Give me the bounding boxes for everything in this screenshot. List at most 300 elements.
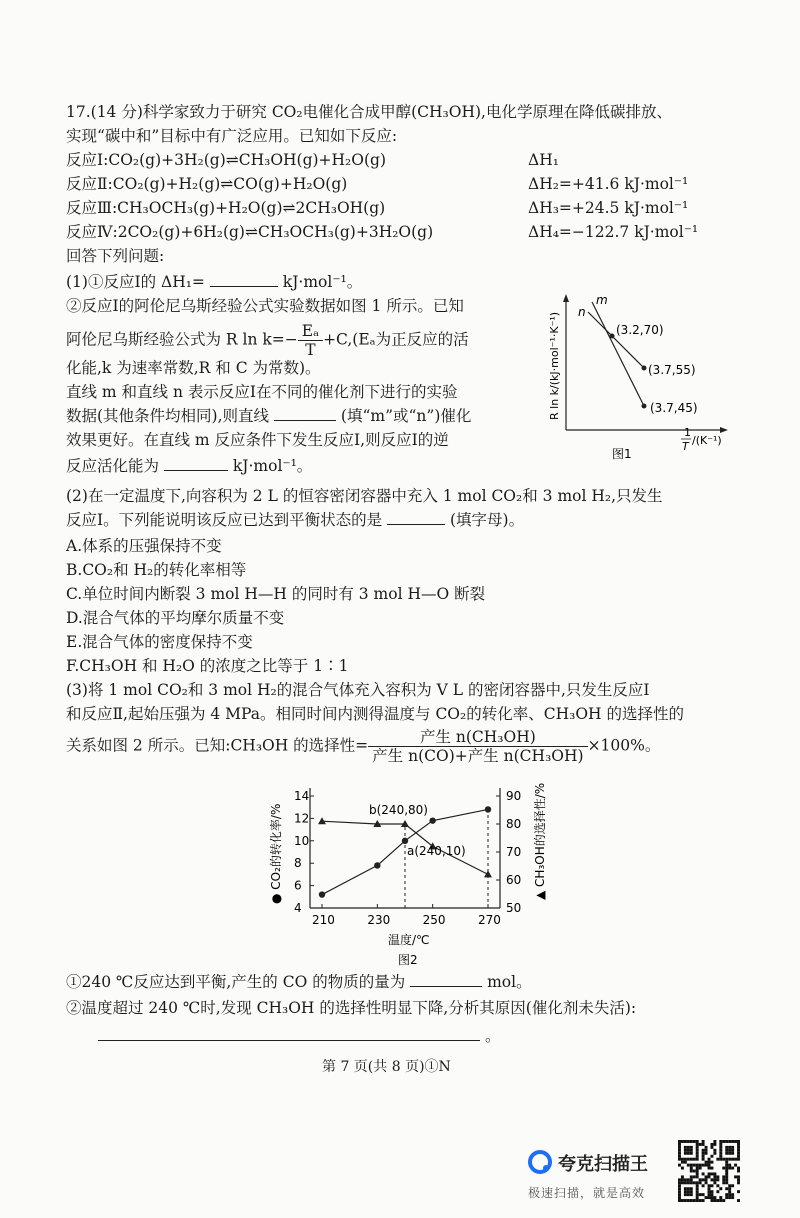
qr-module (678, 1178, 681, 1181)
qr-module (702, 1152, 705, 1155)
qr-module (678, 1149, 681, 1152)
qr-module (684, 1190, 687, 1193)
qr-module (696, 1143, 699, 1146)
part3-line2: 和反应Ⅱ,起始压强为 4 MPa。相同时间内测得温度与 CO₂的转化率、CH₃OH 的选择性的 (66, 705, 684, 723)
qr-module (731, 1146, 734, 1149)
qr-module (737, 1158, 740, 1161)
qr-module (699, 1181, 702, 1184)
qr-module (708, 1187, 711, 1190)
fig2-left-tick-label: 12 (294, 811, 310, 826)
qr-module (681, 1178, 684, 1181)
fig2-ylabel-left: ● CO₂的转化率/% (269, 803, 283, 904)
line5-text: 数据(其他条件均相同),则直线 (66, 407, 270, 425)
qr-module (678, 1155, 681, 1158)
qr-module (713, 1149, 716, 1152)
formula-suffix: +C,(Eₐ为正反应的活 (323, 330, 469, 349)
qr-module (722, 1140, 725, 1143)
qr-module (725, 1193, 728, 1196)
qr-module (681, 1199, 684, 1202)
qr-module (696, 1158, 699, 1161)
fig1-point-1-label: (3.2,70) (616, 323, 664, 337)
qr-module (725, 1158, 728, 1161)
fig1-point-1 (610, 334, 615, 339)
answer-blank-line[interactable] (274, 406, 336, 421)
qr-module (678, 1190, 681, 1193)
fig2-x-tick-label: 210 (312, 913, 335, 927)
fig2-x-tick-label: 250 (422, 913, 446, 927)
qr-module (710, 1155, 713, 1158)
qr-module (705, 1164, 708, 1167)
fig2-annotation-a: a(240,10) (407, 843, 466, 858)
answer-blank-co[interactable] (410, 972, 482, 987)
reaction-2-dh: ΔH₂=+41.6 kJ·mol⁻¹ (528, 175, 689, 193)
qr-module (699, 1167, 702, 1170)
fig1-point-2-label: (3.7,55) (648, 363, 696, 377)
qr-module (702, 1149, 705, 1152)
part3-q2-end: 。 (484, 1027, 501, 1045)
qr-module (710, 1193, 713, 1196)
qr-module (702, 1178, 705, 1181)
qr-module (678, 1199, 681, 1202)
qr-module (710, 1178, 713, 1181)
qr-module (687, 1140, 690, 1143)
part3-q2: ②温度超过 240 ℃时,发现 CH₃OH 的选择性明显下降,分析其原因(催化剂未失活): (66, 999, 637, 1017)
qr-module (696, 1140, 699, 1143)
qr-module (708, 1190, 711, 1193)
qr-module (722, 1175, 725, 1178)
part3-q1-text: ①240 ℃反应达到平衡,产生的 CO 的物质的量为 (66, 973, 406, 991)
qr-module (702, 1193, 705, 1196)
qr-module (690, 1181, 693, 1184)
line5-hint: (填“m”或“n”)催化 (340, 407, 472, 425)
qr-module (702, 1172, 705, 1175)
fig1-label-m: m (596, 293, 608, 307)
qr-module (678, 1146, 681, 1149)
qr-module (690, 1193, 693, 1196)
option-c: C.单位时间内断裂 3 mol H—H 的同时有 3 mol H—O 断裂 (66, 585, 486, 603)
fig1-point-2 (642, 366, 647, 371)
qr-module (678, 1196, 681, 1199)
qr-module (725, 1178, 728, 1181)
qr-module (710, 1143, 713, 1146)
part3-q1-unit: mol。 (487, 973, 532, 991)
qr-module (705, 1178, 708, 1181)
qr-module (737, 1190, 740, 1193)
fig1-caption: 图1 (612, 447, 632, 461)
option-d: D.混合气体的平均摩尔质量不变 (66, 609, 285, 627)
qr-module (696, 1164, 699, 1167)
qr-module (690, 1187, 693, 1190)
qr-module (702, 1164, 705, 1167)
fig2-left-tick-label: 10 (294, 833, 310, 848)
qr-module (737, 1149, 740, 1152)
part2-line1: (2)在一定温度下,向容积为 2 L 的恒容密闭容器中充入 1 mol CO₂和 3 mol H₂,只发生 (66, 487, 663, 505)
qr-module (690, 1167, 693, 1170)
qr-module (728, 1190, 731, 1193)
qr-module (705, 1146, 708, 1149)
qr-module (710, 1199, 713, 1202)
fig2-caption: 图2 (398, 953, 418, 967)
fig2-left-tick-label: 8 (294, 856, 302, 871)
qr-module (728, 1193, 731, 1196)
formula-numerator: Eₐ (298, 322, 323, 341)
reaction-4-dh: ΔH₄=−122.7 kJ·mol⁻¹ (528, 223, 699, 241)
qr-module (713, 1152, 716, 1155)
selectivity-prefix: 关系如图 2 所示。已知:CH₃OH 的选择性= (66, 736, 369, 755)
qr-module (690, 1158, 693, 1161)
fig2-xlabel: 温度/℃ (388, 933, 430, 947)
quark-logo-icon (528, 1150, 552, 1174)
qr-module (681, 1175, 684, 1178)
qr-module (678, 1184, 681, 1187)
qr-module (719, 1152, 722, 1155)
qr-module (678, 1187, 681, 1190)
qr-module (731, 1193, 734, 1196)
formula-denominator: T (305, 341, 316, 359)
qr-module (705, 1175, 708, 1178)
qr-module (684, 1146, 687, 1149)
qr-module (731, 1158, 734, 1161)
qr-module (737, 1167, 740, 1170)
qr-module (737, 1143, 740, 1146)
qr-module (737, 1199, 740, 1202)
part2-line2-hint: (填字母)。 (450, 511, 525, 529)
option-f: F.CH₃OH 和 H₂O 的浓度之比等于 1∶1 (66, 657, 349, 675)
qr-module (693, 1170, 696, 1173)
fig2-point-circle (429, 817, 435, 823)
reaction-2: 反应Ⅱ:CO₂(g)+H₂(g)⇌CO(g)+H₂O(g) (66, 175, 348, 193)
qr-module (696, 1170, 699, 1173)
qr-module (719, 1199, 722, 1202)
part3-line3 (66, 728, 660, 765)
qr-module (716, 1199, 719, 1202)
brand-slogan: 极速扫描，就是高效 (528, 1186, 646, 1200)
qr-module (719, 1143, 722, 1146)
qr-module (696, 1193, 699, 1196)
qr-module (728, 1196, 731, 1199)
qr-module (725, 1152, 728, 1155)
qr-module (713, 1181, 716, 1184)
line7-unit: kJ·mol⁻¹。 (232, 457, 313, 475)
fig2-ylabel-right: ▲ CH₃OH的选择性/% (533, 782, 547, 900)
qr-module (684, 1140, 687, 1143)
qr-module (708, 1193, 711, 1196)
qr-module (708, 1175, 711, 1178)
qr-module (728, 1187, 731, 1190)
qr-module (719, 1146, 722, 1149)
qr-module (725, 1164, 728, 1167)
qr-module (699, 1164, 702, 1167)
reaction-4: 反应Ⅳ:2CO₂(g)+6H₂(g)⇌CH₃OCH₃(g)+3H₂O(g) (66, 223, 434, 241)
qr-module (681, 1140, 684, 1143)
qr-module (734, 1175, 737, 1178)
qr-module (734, 1158, 737, 1161)
qr-module (728, 1146, 731, 1149)
qr-module (737, 1140, 740, 1143)
qr-module (684, 1178, 687, 1181)
qr-module (737, 1152, 740, 1155)
qr-module (690, 1175, 693, 1178)
answer-blank-ea[interactable] (164, 456, 228, 471)
qr-module (696, 1172, 699, 1175)
qr-module (687, 1146, 690, 1149)
qr-module (681, 1158, 684, 1161)
qr-module (687, 1181, 690, 1184)
qr-module (699, 1193, 702, 1196)
qr-module (690, 1199, 693, 1202)
question-header-line2: 实现“碳中和”目标中有广泛应用。已知如下反应: (66, 127, 398, 145)
qr-module (710, 1146, 713, 1149)
qr-module (702, 1199, 705, 1202)
answer-blank-equilibrium[interactable] (387, 510, 445, 525)
qr-module (678, 1181, 681, 1184)
qr-module (734, 1164, 737, 1167)
qr-module (678, 1158, 681, 1161)
qr-module (725, 1161, 728, 1164)
qr-module (696, 1181, 699, 1184)
qr-module (725, 1170, 728, 1173)
qr-module (719, 1140, 722, 1143)
qr-module (705, 1161, 708, 1164)
qr-module (725, 1196, 728, 1199)
qr-module (681, 1167, 684, 1170)
answer-blank-reason[interactable] (98, 1026, 480, 1041)
qr-module (705, 1196, 708, 1199)
qr-module (693, 1181, 696, 1184)
qr-module (696, 1167, 699, 1170)
qr-module (708, 1196, 711, 1199)
qr-module (710, 1184, 713, 1187)
option-e: E.混合气体的密度保持不变 (66, 633, 253, 651)
qr-module (719, 1196, 722, 1199)
line7-text: 反应活化能为 (66, 457, 160, 475)
qr-module (696, 1187, 699, 1190)
option-b: B.CO₂和 H₂的转化率相等 (66, 561, 247, 579)
qr-module (737, 1146, 740, 1149)
qr-module (687, 1152, 690, 1155)
qr-module (731, 1196, 734, 1199)
qr-module (716, 1190, 719, 1193)
qr-module (728, 1164, 731, 1167)
selectivity-suffix: ×100%。 (587, 736, 661, 755)
fig1-xlabel-unit: /(K⁻¹) (692, 434, 722, 447)
qr-module (690, 1146, 693, 1149)
qr-module (713, 1172, 716, 1175)
qr-module (710, 1161, 713, 1164)
qr-module (728, 1140, 731, 1143)
part1-q2-line3: 化能,k 为速率常数,R 和 C 为常数)。 (66, 359, 321, 377)
qr-module (722, 1158, 725, 1161)
fig2-annotation-b: b(240,80) (369, 803, 428, 817)
qr-module (731, 1149, 734, 1152)
qr-module (696, 1149, 699, 1152)
qr-module (687, 1199, 690, 1202)
qr-module (731, 1167, 734, 1170)
figure-2-chart (260, 776, 560, 976)
qr-module (690, 1149, 693, 1152)
qr-module (737, 1170, 740, 1173)
qr-module (713, 1175, 716, 1178)
figure-1 (536, 290, 736, 462)
part2-line2-text: 反应Ⅰ。下列能说明该反应已达到平衡状态的是 (66, 511, 383, 529)
qr-module (702, 1158, 705, 1161)
qr-module (728, 1152, 731, 1155)
qr-module (687, 1164, 690, 1167)
qr-module (684, 1158, 687, 1161)
qr-module (708, 1164, 711, 1167)
qr-code-icon (678, 1140, 740, 1202)
qr-module (710, 1196, 713, 1199)
qr-module (722, 1178, 725, 1181)
part3-q1 (66, 972, 532, 992)
qr-module (734, 1140, 737, 1143)
qr-module (722, 1199, 725, 1202)
fig1-point-3 (642, 404, 647, 409)
fig2-point-circle (319, 891, 325, 897)
qr-module (696, 1199, 699, 1202)
qr-module (737, 1155, 740, 1158)
qr-module (725, 1146, 728, 1149)
qr-module (678, 1152, 681, 1155)
qr-module (687, 1187, 690, 1190)
qr-module (725, 1172, 728, 1175)
qr-module (678, 1193, 681, 1196)
qr-module (690, 1140, 693, 1143)
qr-module (684, 1199, 687, 1202)
answer-prompt: 回答下列问题: (66, 247, 165, 265)
fig2-point-circle (485, 806, 491, 812)
formula-prefix: 阿伦尼乌斯经验公式为 R ln k=− (66, 330, 298, 349)
fig2-right-tick-label: 90 (506, 789, 522, 803)
qr-module (731, 1152, 734, 1155)
qr-module (731, 1184, 734, 1187)
qr-module (737, 1181, 740, 1184)
qr-module (722, 1181, 725, 1184)
fig1-x-arrow (720, 427, 728, 433)
qr-module (719, 1187, 722, 1190)
qr-module (725, 1167, 728, 1170)
qr-module (690, 1164, 693, 1167)
qr-module (705, 1181, 708, 1184)
qr-module (725, 1175, 728, 1178)
qr-module (681, 1181, 684, 1184)
qr-module (708, 1158, 711, 1161)
qr-module (687, 1158, 690, 1161)
qr-module (716, 1184, 719, 1187)
fig2-left-tick-label: 14 (294, 789, 310, 803)
reaction-1: 反应Ⅰ:CO₂(g)+3H₂(g)⇌CH₃OH(g)+H₂O(g) (66, 151, 386, 169)
fig2-left-tick-label: 6 (294, 878, 302, 893)
qr-module (687, 1193, 690, 1196)
qr-module (716, 1178, 719, 1181)
fig1-line-m (592, 302, 644, 406)
page-number: 第 7 页(共 8 页)①N (322, 1059, 451, 1075)
fig2-right-tick-label: 70 (506, 845, 522, 859)
qr-module (710, 1167, 713, 1170)
brand-name: 夸克扫描王 (558, 1154, 648, 1175)
qr-module (731, 1140, 734, 1143)
part1-q2-line7 (66, 456, 312, 476)
part1-q1 (66, 272, 362, 292)
qr-module (678, 1164, 681, 1167)
qr-module (699, 1199, 702, 1202)
fig2-point-triangle (318, 817, 326, 824)
qr-module (696, 1175, 699, 1178)
qr-module (684, 1152, 687, 1155)
fig2-right-tick-label: 80 (506, 817, 522, 831)
qr-module (725, 1187, 728, 1190)
qr-module (696, 1146, 699, 1149)
qr-module (696, 1184, 699, 1187)
reaction-1-dh: ΔH₁ (528, 151, 559, 169)
reaction-3-dh: ΔH₃=+24.5 kJ·mol⁻¹ (528, 199, 689, 217)
qr-module (678, 1140, 681, 1143)
scanner-watermark (528, 1146, 678, 1206)
qr-module (702, 1184, 705, 1187)
qr-module (693, 1164, 696, 1167)
fig1-label-n: n (578, 305, 586, 319)
part1-q2-line2 (66, 322, 469, 359)
fig2-point-triangle (484, 870, 492, 877)
qr-module (684, 1193, 687, 1196)
qr-module (737, 1175, 740, 1178)
fig1-xlabel-num: 1 (684, 426, 691, 439)
part1-q1-text: (1)①反应Ⅰ的 ΔH₁= (66, 273, 205, 291)
qr-module (719, 1149, 722, 1152)
qr-module (705, 1149, 708, 1152)
qr-module (713, 1196, 716, 1199)
qr-module (684, 1187, 687, 1190)
fig1-ylabel: R ln k/(kJ·mol⁻¹·K⁻¹) (548, 311, 561, 420)
qr-module (696, 1190, 699, 1193)
qr-module (699, 1178, 702, 1181)
qr-module (684, 1149, 687, 1152)
option-a: A.体系的压强保持不变 (66, 537, 222, 555)
qr-module (702, 1155, 705, 1158)
part1-q2-line1: ②反应Ⅰ的阿伦尼乌斯经验公式实验数据如图 1 所示。已知 (66, 297, 464, 315)
part1-q1-unit: kJ·mol⁻¹。 (282, 273, 363, 291)
qr-module (696, 1152, 699, 1155)
qr-module (719, 1155, 722, 1158)
answer-blank-dh1[interactable] (210, 272, 278, 287)
qr-module (708, 1161, 711, 1164)
qr-module (687, 1149, 690, 1152)
fig1-y-arrow (563, 294, 569, 302)
qr-module (737, 1178, 740, 1181)
qr-module (702, 1143, 705, 1146)
question-header: 17.(14 分)科学家致力于研究 CO₂电催化合成甲醇(CH₃OH),电化学原理在降低碳排放、 (66, 103, 672, 121)
qr-module (687, 1178, 690, 1181)
qr-module (725, 1140, 728, 1143)
qr-module (690, 1152, 693, 1155)
part1-q2-line5 (66, 406, 471, 426)
qr-module (710, 1190, 713, 1193)
qr-module (708, 1184, 711, 1187)
fig2-x-tick-label: 270 (478, 913, 501, 927)
qr-module (702, 1140, 705, 1143)
qr-module (716, 1158, 719, 1161)
qr-module (699, 1143, 702, 1146)
qr-module (708, 1167, 711, 1170)
fig1-line-n (588, 312, 644, 368)
formula-fraction (298, 322, 323, 359)
reaction-3: 反应Ⅲ:CH₃OCH₃(g)+H₂O(g)⇌2CH₃OH(g) (66, 199, 386, 217)
qr-module (713, 1178, 716, 1181)
part2-line2 (66, 510, 524, 530)
qr-module (728, 1167, 731, 1170)
qr-module (713, 1199, 716, 1202)
qr-module (693, 1199, 696, 1202)
